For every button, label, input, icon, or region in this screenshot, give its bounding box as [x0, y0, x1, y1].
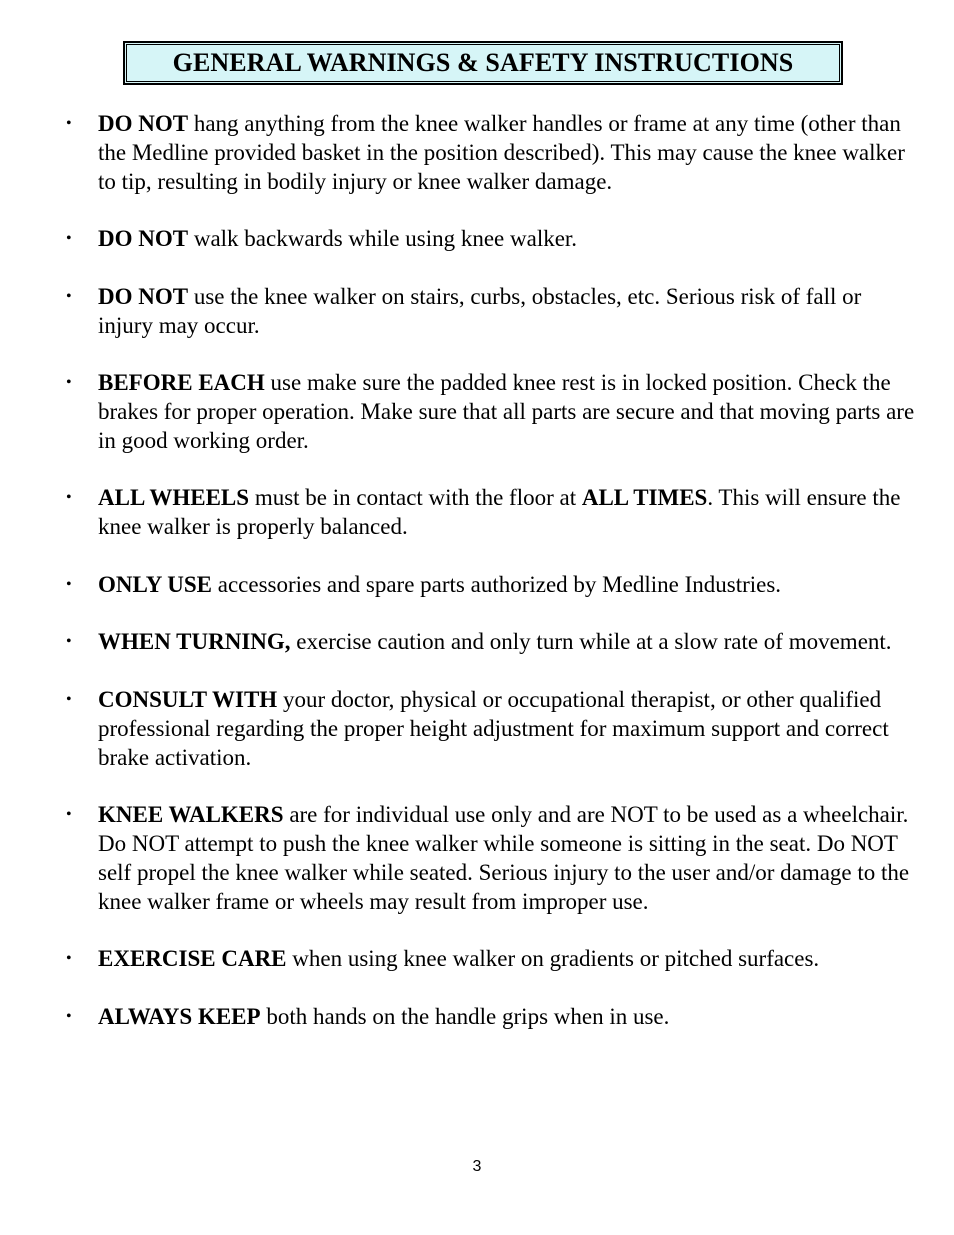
warning-text [98, 1004, 669, 1029]
warnings-list [66, 110, 916, 1060]
section-title: GENERAL WARNINGS & SAFETY INSTRUCTIONS [172, 48, 794, 77]
warning-item [66, 801, 916, 916]
bullet-icon: • [66, 489, 72, 507]
warning-body: must be in contact with the floor at [249, 485, 582, 511]
bullet-icon: • [66, 575, 72, 593]
warning-body: are for individual use only and are NOT to be used as a wheelchair. Do NOT attempt to push the knee walker while someone is sitting in the seat. Do NOT self propel the knee walker while seated. Serious injury to the user and/or damage to the knee walker frame or wheels may result from improper use. [98, 802, 910, 914]
warning-lead: ALWAYS KEEP [98, 1003, 261, 1029]
warning-body: exercise caution and only turn while at a slow rate of movement. [290, 629, 892, 655]
warning-item [66, 225, 916, 254]
warning-item [66, 628, 916, 657]
warning-body: walk backwards while using knee walker. [188, 226, 578, 252]
bullet-icon: • [66, 633, 72, 651]
warning-lead: DO NOT [98, 283, 189, 309]
warning-lead: CONSULT WITH [98, 686, 278, 712]
warning-lead: ONLY USE [98, 571, 212, 597]
warning-text [98, 946, 819, 971]
bullet-icon: • [66, 230, 72, 248]
warning-body: use the knee walker on stairs, curbs, obstacles, etc. Serious risk of fall or injury may occur. [98, 283, 862, 338]
warning-body: both hands on the handle grips when in use. [260, 1003, 670, 1029]
warning-item [66, 484, 916, 542]
warning-body-secondary: . This will ensure the knee walker is properly balanced. [98, 485, 901, 540]
warning-text [98, 572, 781, 597]
warning-item [66, 1003, 916, 1032]
warning-text [98, 370, 914, 453]
section-title-box [124, 42, 842, 84]
bullet-icon: • [66, 115, 72, 132]
warning-lead: WHEN TURNING, [98, 629, 291, 655]
warning-body: your doctor, physical or occupational therapist, or other qualified professional regarding the proper height adjustment for maximum support and correct brake activation. [98, 686, 889, 770]
warning-lead: KNEE WALKERS [98, 802, 284, 828]
warning-item [66, 571, 916, 600]
warning-body: use make sure the padded knee rest is in locked position. Check the brakes for proper operation. Make sure that all parts are secure and that moving parts are in good working order. [98, 370, 915, 453]
warning-lead-secondary: ALL TIMES [581, 485, 708, 511]
warning-body: hang anything from the knee walker handles or frame at any time (other than the Medline provided basket in the position described). This may cause the knee walker to tip, resulting in bodily injury or knee walker damage. [98, 111, 905, 194]
bullet-icon: • [66, 950, 72, 968]
bullet-icon: • [66, 1007, 72, 1025]
bullet-icon: • [66, 690, 72, 708]
warning-lead: EXERCISE CARE [98, 946, 287, 972]
warning-item [66, 945, 916, 974]
warning-lead: DO NOT [98, 111, 189, 136]
bullet-icon: • [66, 287, 72, 305]
bullet-icon: • [66, 374, 72, 392]
warning-text [98, 485, 900, 539]
warning-lead: BEFORE EACH [98, 370, 265, 396]
warning-text [98, 629, 892, 654]
warning-item [66, 369, 916, 455]
warning-item [66, 110, 916, 196]
warning-text [98, 802, 909, 913]
warning-text [98, 284, 861, 338]
warning-item [66, 283, 916, 341]
warning-text [98, 111, 905, 194]
page-number: 3 [472, 1158, 482, 1175]
warning-text [98, 687, 889, 770]
warning-body: when using knee walker on gradients or pitched surfaces. [286, 946, 820, 972]
bullet-icon: • [66, 806, 72, 824]
warning-text [98, 226, 577, 251]
warning-body: accessories and spare parts authorized by Medline Industries. [211, 571, 782, 597]
warning-lead: DO NOT [98, 226, 189, 252]
warning-item [66, 686, 916, 772]
warning-lead: ALL WHEELS [98, 485, 250, 511]
